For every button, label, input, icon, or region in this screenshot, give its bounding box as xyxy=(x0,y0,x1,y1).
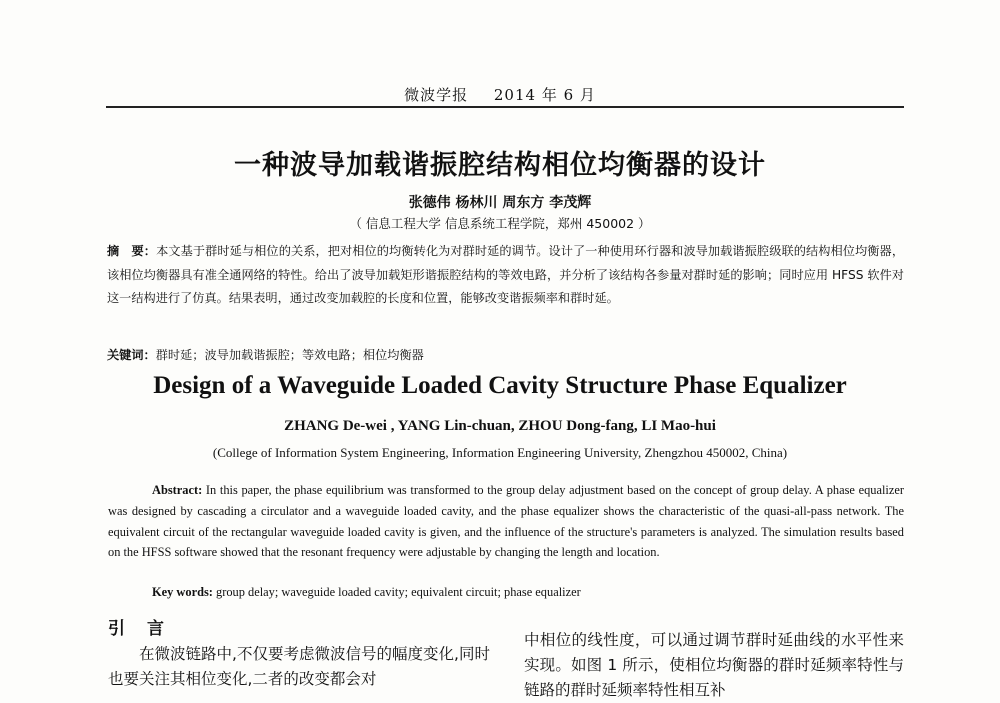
journal-header xyxy=(0,84,1000,105)
title-english: Design of a Waveguide Loaded Cavity Structure Phase Equalizer xyxy=(153,372,847,399)
body-text-right-column: 中相位的线性度，可以通过调节群时延曲线的水平性来实现。如图 1 所示，使相位均衡器的群时延频率特性与链路的群时延频率特性相互补 xyxy=(524,631,904,699)
abstract-english xyxy=(108,480,904,563)
abstract-english-label: Abstract: xyxy=(152,483,203,497)
title-chinese: 一种波导加载谐振腔结构相位均衡器的设计 xyxy=(234,150,766,181)
journal-name: 微波学报 xyxy=(404,86,469,104)
abstract-chinese-label: 摘 要： xyxy=(107,244,157,258)
abstract-chinese xyxy=(107,240,904,311)
keywords-english-text: group delay; waveguide loaded cavity; equivalent circuit; phase equalizer xyxy=(212,585,581,599)
affiliation-chinese: （ 信息工程大学 信息系统工程学院，郑州 450002 ） xyxy=(349,216,651,231)
issue-date: 2014 年 6 月 xyxy=(493,86,596,104)
body-text-left-column: 在微波链路中,不仅要考虑微波信号的幅度变化,同时也要关注其相位变化,二者的改变都会对 xyxy=(108,645,490,688)
keywords-english xyxy=(152,585,581,600)
affiliation-english: (College of Information System Engineering, Information Engineering University, Zhengzhou 450002, China) xyxy=(212,445,788,460)
header-rule xyxy=(106,106,904,108)
abstract-english-text: In this paper, the phase equilibrium was transformed to the group delay adjustment based on the concept of group delay. A phase equalizer was designed by cascading a circulator and a waveguide loaded cavity, and the phase equalizer shows the characteristic of the quasi-all-pass network. The equivalent circuit of the rectangular waveguide loaded cavity is given, and the influence of the structure's parameters is analyzed. The simulation results based on the HFSS software showed that the resonant frequency were adjustable by changing the length and location. xyxy=(108,483,904,560)
section-title-introduction: 引言 xyxy=(108,619,186,639)
keywords-english-label: Key words: xyxy=(152,585,213,599)
keywords-chinese-label: 关键词： xyxy=(107,348,156,362)
authors-chinese: 张德伟 杨林川 周东方 李茂辉 xyxy=(408,195,592,211)
abstract-chinese-text: 本文基于群时延与相位的关系，把对相位的均衡转化为对群时延的调节。设计了一种使用环行器和波导加载谐振腔级联的结构相位均衡器，该相位均衡器具有准全通网络的特性。给出了波导加载矩形谐振腔结构的等效电路，并分析了该结构各参量对群时延的影响；同时应用 HFSS 软件对这一结构进行了仿真。结果表明，通过改变加载腔的长度和位置，能够改变谐振频率和群时延。 xyxy=(107,244,905,305)
keywords-chinese xyxy=(107,346,424,363)
keywords-chinese-text: 群时延；波导加载谐振腔；等效电路；相位均衡器 xyxy=(155,348,424,362)
authors-english: ZHANG De-wei , YANG Lin-chuan, ZHOU Dong-fang, LI Mao-hui xyxy=(284,418,716,434)
